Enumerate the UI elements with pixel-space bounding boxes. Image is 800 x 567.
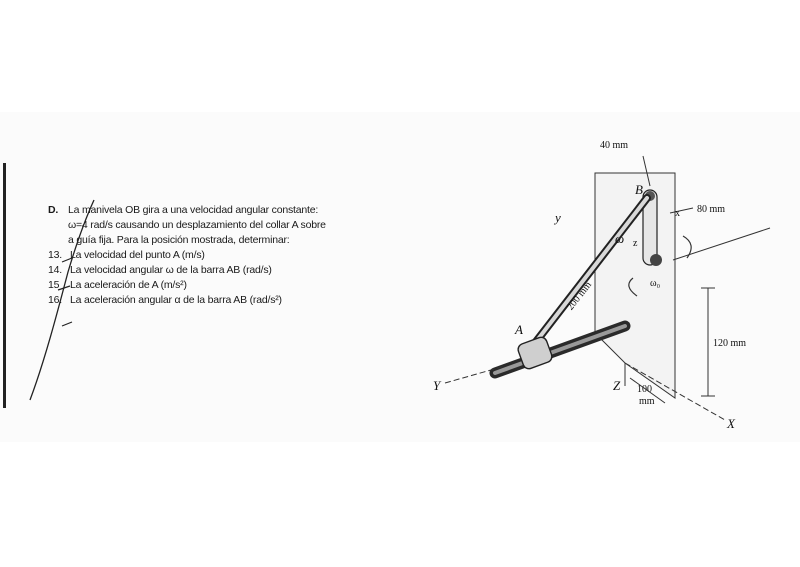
problem-statement <box>48 203 408 308</box>
y-small-label: y <box>555 210 561 225</box>
dim-120-label: 120 mm <box>713 338 747 349</box>
question-item <box>48 263 408 278</box>
dim-80-label: 80 mm <box>697 204 726 215</box>
question-text: La aceleración de A (m/s²) <box>70 279 187 291</box>
dim-100-label: 100 <box>637 384 652 395</box>
dim-200-label: 200 mm <box>565 279 595 313</box>
x-axis-label: X <box>727 416 735 431</box>
question-text: La velocidad del punto A (m/s) <box>70 249 205 261</box>
mechanism-figure <box>425 128 785 438</box>
question-item <box>48 278 408 293</box>
question-text: La velocidad angular ω de la barra AB (rad/s) <box>70 264 272 276</box>
omega0-label: ω₀ <box>650 278 661 289</box>
mechanism-drawing <box>425 128 785 438</box>
pin-o <box>650 254 662 266</box>
page-edge-line <box>3 163 6 408</box>
point-a-label: A <box>515 322 523 337</box>
crank-shaft-line <box>673 228 770 260</box>
problem-line-1 <box>48 203 408 218</box>
question-text: La aceleración angular α de la barra AB (rad/s²) <box>70 294 282 306</box>
x-small-label: x <box>675 208 680 219</box>
question-number: 14. <box>48 264 62 276</box>
problem-line-3: a guía fija. Para la posición mostrada, determinar: <box>68 234 290 246</box>
question-number: 16. <box>48 294 62 306</box>
point-b-label: B <box>635 182 643 197</box>
question-number: 13. <box>48 249 62 261</box>
guide-plate <box>595 173 675 398</box>
question-item <box>48 293 408 308</box>
z-axis-label: Z <box>613 378 621 393</box>
problem-text-1: La manivela OB gira a una velocidad angular constante: <box>68 204 319 216</box>
question-item <box>48 248 408 263</box>
problem-line-2: ω=4 rad/s causando un desplazamiento del collar A sobre <box>68 219 326 231</box>
dim-100-unit: mm <box>639 396 655 407</box>
omega-label: ω <box>615 231 625 246</box>
dim-40-label: 40 mm <box>600 140 629 151</box>
z-small-label: z <box>633 238 638 249</box>
question-number: 15 <box>48 279 60 291</box>
problem-letter: D. <box>48 204 59 216</box>
y-axis-label: Y <box>433 378 441 393</box>
